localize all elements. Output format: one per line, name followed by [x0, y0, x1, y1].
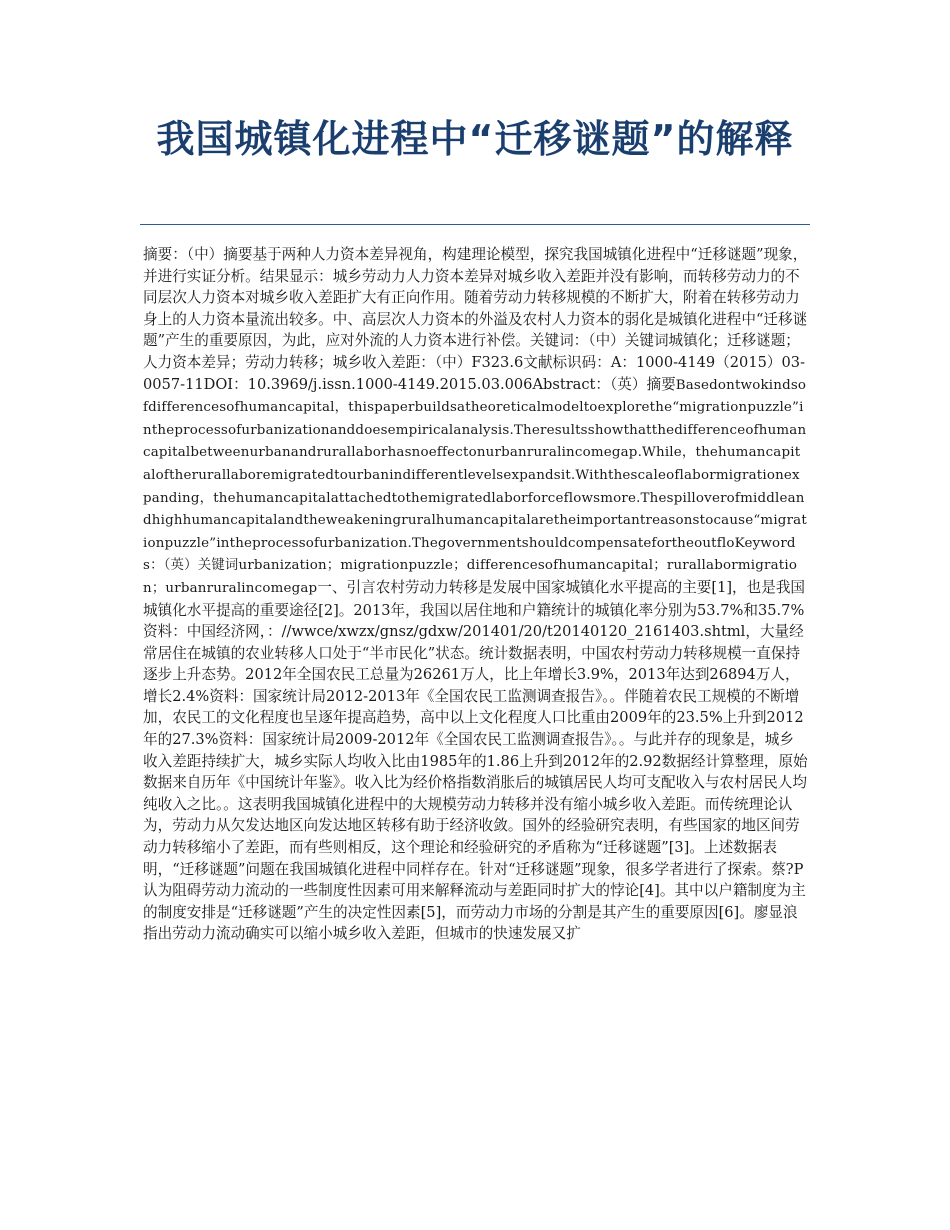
introduction-text: 一、引言农村劳动力转移是发展中国家城镇化水平提高的主要[1]，也是我国城镇化水平提高的重要途径[2]。2013年，我国以居住地和户籍统计的城镇化率分别为53.7%和35.7%资料：中国经济网，：//wwce/xwzx/gnsz/gdxw/201401/20/t20140120_2161403.shtml，大量经常居住在城镇的农业转移人口处于“半市民化”状态。统计数据表明，中国农村劳动力转移规模一直保持逐步上升态势。2012年全国农民工总量为26261万人，比上年增长3.9%，2013年达到26894万人，增长2.4%资料：国家统计局2012-2013年《全国农民工监测调查报告》。。伴随着农民工规模的不断增加，农民工的文化程度也呈逐年提高趋势，高中以上文化程度人口比重由2009年的23.5%上升到2012年的27.3%资料：国家统计局2009-2012年《全国农民工监测调查报告》。。与此并存的现象是，城乡收入差距持续扩大，城乡实际人均收入比由1985年的1.86上升到2012年的2.92数据经计算整理，原始数据来自历年《中国统计年鉴》。收入比为经价格指数消胀后的城镇居民人均可支配收入与农村居民人均纯收入之比。。这表明我国城镇化进程中的大规模劳动力转移并没有缩小城乡收入差距。而传统理论认为，劳动力从欠发达地区向发达地区转移有助于经济收敛。国外的经验研究表明，有些国家的地区间劳动力转移缩小了差距，而有些则相反，这个理论和经验研究的矛盾称为“迁移谜题”[3]。上述数据表明，“迁移谜题”问题在我国城镇化进程中同样存在。针对“迁移谜题”现象，很多学者进行了探索。蔡?P认为阻碍劳动力流动的一些制度性因素可用来解释流动与差距同时扩大的悖论[4]。其中以户籍制度为主的制度安排是“迁移谜题”产生的决定性因素[5]，而劳动力市场的分割是其产生的重要原因[6]。廖显浪指出劳动力流动确实可以缩小城乡收入差距，但城市的快速发展又扩: [143, 578, 808, 943]
document-body: [143, 244, 808, 945]
abstract-english: Basedontwokindsofdifferencesofhumancapital，thispaperbuildsatheoreticalmodeltoexplorethe“migrationpuzzle”intheprocessofurbanizationanddoesempiricalanalysis.Theresultsshowthatthedifferenceofhumancapitalbetweenurbanandrurallaborhasnoeffectonurbanruralincomegap.While，thehumancapitaloftherurallaboremigratedtourbanindifferentlevelsexpandsit.Withthescaleoflabormigrationexpanding，thehumancapitalattachedtothemigratedlaborforceflowsmore.Thespilloverofmiddleandhighhumancapitalandtheweakeningruralhumancapitalaretheimportantreasonstocause“migrationpuzzle”intheprocessofurbanization.ThegovernmentshouldcompensatefortheoutfloKeywords：（英）关键词urbanization；migrationpuzzle；differencesofhumancapital；rurallabormigration；urbanruralincomegap: [143, 377, 807, 596]
title-divider: [140, 224, 810, 225]
abstract-chinese: 摘要：（中）摘要基于两种人力资本差异视角，构建理论模型，探究我国城镇化进程中“迁移谜题”现象，并进行实证分析。结果显示：城乡劳动力人力资本差异对城乡收入差距并没有影响，而转移劳动力的不同层次人力资本对城乡收入差距扩大有正向作用。随着劳动力转移规模的不断扩大，附着在转移劳动力身上的人力资本量流出较多。中、高层次人力资本的外溢及农村人力资本的弱化是城镇化进程中“迁移谜题”产生的重要原因，为此，应对外流的人力资本进行补偿。关键词：（中）关键词城镇化；迁移谜题；人力资本差异；劳动力转移；城乡收入差距：（中）F323.6文献标识码：A：1000-4149（2015）03-0057-11DOI：10.3969/j.issn.1000-4149.2015.03.006Abstract：（英）摘要: [143, 246, 808, 393]
document-title: 我国城镇化进程中“迁移谜题”的解释: [156, 117, 794, 161]
